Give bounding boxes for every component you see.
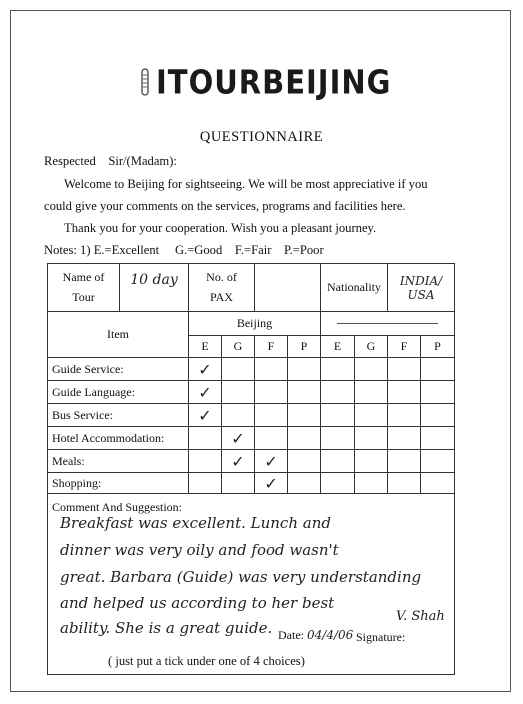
table-row <box>48 450 455 473</box>
col-header-f: F <box>255 336 288 358</box>
checkbox-cell[interactable] <box>355 450 388 473</box>
checkbox-cell[interactable] <box>355 358 388 381</box>
comment-line-5: ability. She is a great guide. <box>60 619 273 637</box>
intro-line-2: could give your comments on the services, programs and facilities here. <box>44 199 406 213</box>
comment-line-2: dinner was very oily and food wasn't <box>60 541 339 559</box>
checkbox-cell[interactable] <box>222 381 255 404</box>
date-label: Date: <box>278 628 304 642</box>
nationality-label: Nationality <box>321 264 388 312</box>
checkbox-cell[interactable] <box>189 427 222 450</box>
col-header-p: P <box>421 336 455 358</box>
col-header-e: E <box>189 336 222 358</box>
checkbox-cell[interactable] <box>421 427 455 450</box>
questionnaire-table <box>47 263 455 675</box>
checkbox-cell[interactable]: ✓ <box>189 404 222 427</box>
checkbox-cell[interactable] <box>388 381 421 404</box>
col-header-e: E <box>321 336 355 358</box>
row-label: Hotel Accommodation: <box>48 427 189 450</box>
checkbox-cell[interactable] <box>288 473 321 494</box>
notes-label: Notes: 1) <box>44 243 91 257</box>
checkbox-cell[interactable] <box>421 404 455 427</box>
logo-text: ITOURBEIJING <box>156 62 392 102</box>
greeting-addressee: Sir/(Madam): <box>108 154 177 168</box>
checkbox-cell[interactable]: ✓ <box>189 381 222 404</box>
intro-line-1: Welcome to Beijing for sightseeing. We will be most appreciative if you <box>64 177 428 191</box>
checkbox-cell[interactable]: ✓ <box>189 358 222 381</box>
item-header: Item <box>48 312 189 358</box>
logo-emblem-icon <box>140 68 150 96</box>
comment-line-4: and helped us according to her best <box>60 594 335 612</box>
checkbox-cell[interactable] <box>321 381 355 404</box>
notes <box>44 243 324 258</box>
footer-instructions: ( just put a tick under one of 4 choices) <box>108 654 305 668</box>
checkbox-cell[interactable] <box>255 381 288 404</box>
checkbox-cell[interactable] <box>288 450 321 473</box>
signature-field <box>356 630 405 645</box>
col-header-f: F <box>388 336 421 358</box>
checkbox-cell[interactable] <box>388 450 421 473</box>
page-title: QUESTIONNAIRE <box>199 129 324 145</box>
city-header: Beijing <box>189 312 321 336</box>
checkbox-cell[interactable] <box>222 358 255 381</box>
col-header-p: P <box>288 336 321 358</box>
checkbox-cell[interactable] <box>189 473 222 494</box>
checkbox-cell[interactable] <box>255 427 288 450</box>
name-of-tour-label: Name of Tour <box>48 264 120 312</box>
comments-label: Comment And Suggestion: <box>52 500 183 514</box>
col-header-g: G <box>355 336 388 358</box>
checkbox-cell[interactable] <box>255 404 288 427</box>
checkbox-cell[interactable]: ✓ <box>222 427 255 450</box>
checkbox-cell[interactable] <box>321 404 355 427</box>
signature-value[interactable]: V. Shah <box>396 609 445 624</box>
checkbox-cell[interactable] <box>355 404 388 427</box>
intro-line-3: Thank you for your cooperation. Wish you a pleasant journey. <box>64 221 377 235</box>
checkbox-cell[interactable] <box>288 427 321 450</box>
notes-poor: P.=Poor <box>284 243 324 257</box>
greeting <box>44 154 177 169</box>
table-row <box>48 404 455 427</box>
table-row <box>48 473 455 494</box>
checkbox-cell[interactable] <box>421 381 455 404</box>
table-row <box>48 358 455 381</box>
tour-name-value[interactable]: 10 day <box>120 264 189 312</box>
col-header-g: G <box>222 336 255 358</box>
signature-label: Signature: <box>356 630 406 644</box>
checkbox-cell[interactable]: ✓ <box>255 473 288 494</box>
checkbox-cell[interactable] <box>288 404 321 427</box>
row-label: Bus Service: <box>48 404 189 427</box>
date-field <box>278 628 353 643</box>
checkbox-cell[interactable] <box>388 358 421 381</box>
row-label: Shopping: <box>48 473 189 494</box>
table-row <box>48 427 455 450</box>
checkbox-cell[interactable] <box>222 404 255 427</box>
row-label: Meals: <box>48 450 189 473</box>
pax-label: No. of PAX <box>189 264 255 312</box>
checkbox-cell[interactable] <box>321 450 355 473</box>
notes-excellent: E.=Excellent <box>93 243 160 257</box>
pax-value[interactable] <box>255 264 321 312</box>
checkbox-cell[interactable] <box>388 404 421 427</box>
checkbox-cell[interactable] <box>355 473 388 494</box>
date-value[interactable]: 04/4/06 <box>307 628 354 642</box>
checkbox-cell[interactable]: ✓ <box>255 450 288 473</box>
greeting-salutation: Respected <box>44 154 96 168</box>
checkbox-cell[interactable] <box>321 358 355 381</box>
checkbox-cell[interactable] <box>321 473 355 494</box>
notes-fair: F.=Fair <box>234 243 272 257</box>
checkbox-cell[interactable] <box>421 358 455 381</box>
checkbox-cell[interactable] <box>355 427 388 450</box>
checkbox-cell[interactable] <box>321 427 355 450</box>
checkbox-cell[interactable] <box>288 358 321 381</box>
checkbox-cell[interactable]: ✓ <box>222 450 255 473</box>
checkbox-cell[interactable] <box>388 427 421 450</box>
checkbox-cell[interactable] <box>288 381 321 404</box>
checkbox-cell[interactable] <box>189 450 222 473</box>
logo <box>140 60 391 104</box>
checkbox-cell[interactable] <box>355 381 388 404</box>
second-city-header <box>321 312 455 336</box>
row-label: Guide Language: <box>48 381 189 404</box>
nationality-value[interactable]: INDIA/ USA <box>388 264 455 312</box>
checkbox-cell[interactable] <box>222 473 255 494</box>
checkbox-cell[interactable] <box>388 473 421 494</box>
comment-line-3: great. Barbara (Guide) was very understanding <box>60 568 422 586</box>
checkbox-cell[interactable] <box>421 450 455 473</box>
comment-line-1: Breakfast was excellent. Lunch and <box>60 514 331 532</box>
checkbox-cell[interactable] <box>421 473 455 494</box>
table-row <box>48 381 455 404</box>
checkbox-cell[interactable] <box>255 358 288 381</box>
row-label: Guide Service: <box>48 358 189 381</box>
notes-good: G.=Good <box>174 243 223 257</box>
